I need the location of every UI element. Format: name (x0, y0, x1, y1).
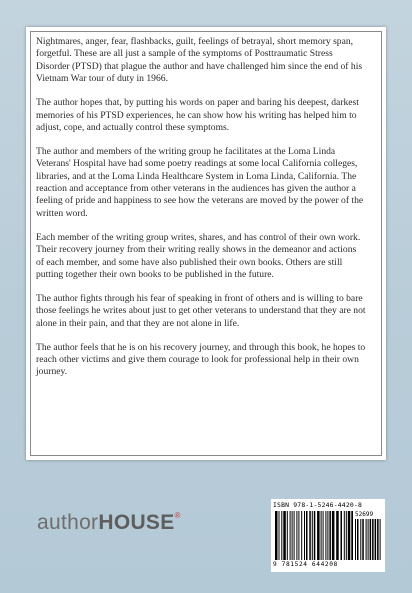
barcode-addon-code: 52699 (355, 511, 374, 518)
publisher-logo-part-b: HOUSE (98, 511, 175, 534)
blurb-paragraph-5: The author fights through his fear of speaking in front of others and is willing to bare those feelings he writes about just to get other veterans to understand that they are not alone in their pain, and that they are not alone in life. (36, 292, 366, 329)
blurb-paragraph-4: Each member of the writing group writes, shares, and has control of their own work. Their recovery journey from their writing really shows in the demeanor and actions of each member, and some have also published their own books. Others are still putting together their own books to be published in the future. (36, 231, 361, 280)
publisher-logo (37, 511, 181, 535)
publisher-logo-part-a: author (37, 511, 99, 534)
blurb-paragraph-2: The author hopes that, by putting his words on paper and baring his deepest, darkest memories of his PTSD experiences, he can show how his writing has helped him to adjust, cope, and actually control these symptoms. (36, 97, 359, 133)
blurb-paragraph-6: The author feels that he is on his recovery journey, and through this book, he hopes to reach other victims and give them courage to look for professional help in their own journey. (36, 341, 366, 378)
registered-mark: ® (174, 511, 181, 520)
isbn-barcode (271, 499, 385, 572)
blurb-text (36, 36, 366, 390)
blurb-panel (26, 27, 386, 460)
blurb-paragraph-1: Nightmares, anger, fear, flashbacks, guilt, feelings of betrayal, short memory span, forgetful. These are all just a sample of the symptoms of Posttraumatic Stress Disorder (PTSD) that plague the author and have challenged him since the end of his Vietnam War tour of duty in 1966. (36, 36, 363, 85)
barcode-addon-bars (355, 519, 381, 560)
barcode-bars (275, 511, 353, 560)
blurb-paragraph-3: The author and members of the writing group he facilitates at the Loma Linda Veterans' Hospital have had some poetry readings at some local California colleges, libraries, and at the Loma Linda Healthcare System in Loma Linda, California. The reaction and acceptance from other veterans in the audiences has given the author a feeling of pride and happiness to see how the veterans are moved by the power of the written word. (36, 145, 364, 219)
barcode-digits: 9 781524 644208 (273, 561, 338, 568)
isbn-label: ISBN 978-1-5246-4420-8 (273, 501, 363, 509)
